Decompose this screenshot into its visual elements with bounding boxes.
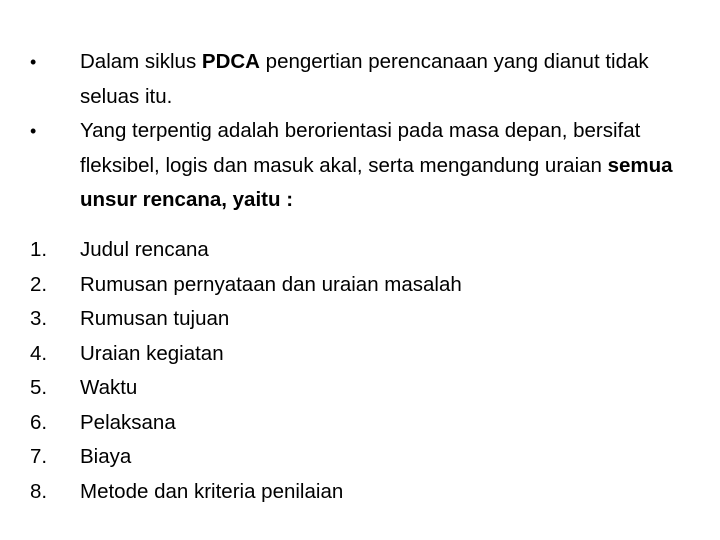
- bullet-text-plain: Yang terpentig adalah berorientasi pada masa depan, bersifat fleksibel, logis dan masuk akal, serta mengandung uraian: [80, 119, 641, 177]
- item-text: Rumusan tujuan: [80, 307, 230, 330]
- numbered-item: [0, 371, 720, 406]
- numbered-item: [0, 406, 720, 441]
- item-text: Waktu: [80, 376, 138, 399]
- bullet-item: [0, 45, 720, 114]
- item-text: Pelaksana: [80, 410, 176, 434]
- bullet-list: [0, 45, 720, 218]
- item-text: Judul rencana: [80, 238, 209, 261]
- bullet-text-plain: pengertian perencanaan yang dianut tidak seluas itu.: [80, 50, 649, 108]
- item-text: Biaya: [80, 445, 132, 468]
- item-number: 6.: [30, 410, 48, 434]
- item-text: Uraian kegiatan: [80, 341, 224, 365]
- numbered-item: [0, 440, 720, 475]
- item-number: 5.: [30, 376, 48, 399]
- item-number: 7.: [30, 445, 48, 468]
- item-number: 1.: [30, 238, 48, 261]
- numbered-item: [0, 268, 720, 303]
- numbered-item: [0, 302, 720, 337]
- bullet-marker: •: [30, 52, 37, 72]
- bullet-text-plain: Dalam siklus: [80, 50, 202, 73]
- numbered-item: [0, 475, 720, 510]
- item-number: 2.: [30, 272, 48, 296]
- bullet-marker: •: [30, 121, 37, 141]
- bullet-text: [80, 45, 710, 114]
- bullet-text-bold: semua unsur rencana, yaitu :: [80, 153, 673, 211]
- bullet-text: [80, 114, 710, 218]
- bullet-item: [0, 114, 720, 218]
- item-text: Metode dan kriteria penilaian: [80, 479, 344, 503]
- bullet-text-bold: PDCA: [201, 50, 260, 73]
- item-number: 4.: [30, 341, 48, 365]
- numbered-item: [0, 233, 720, 268]
- item-number: 8.: [30, 479, 48, 503]
- item-number: 3.: [30, 307, 48, 330]
- item-text: Rumusan pernyataan dan uraian masalah: [80, 272, 462, 296]
- numbered-list: [0, 233, 720, 509]
- numbered-item: [0, 337, 720, 372]
